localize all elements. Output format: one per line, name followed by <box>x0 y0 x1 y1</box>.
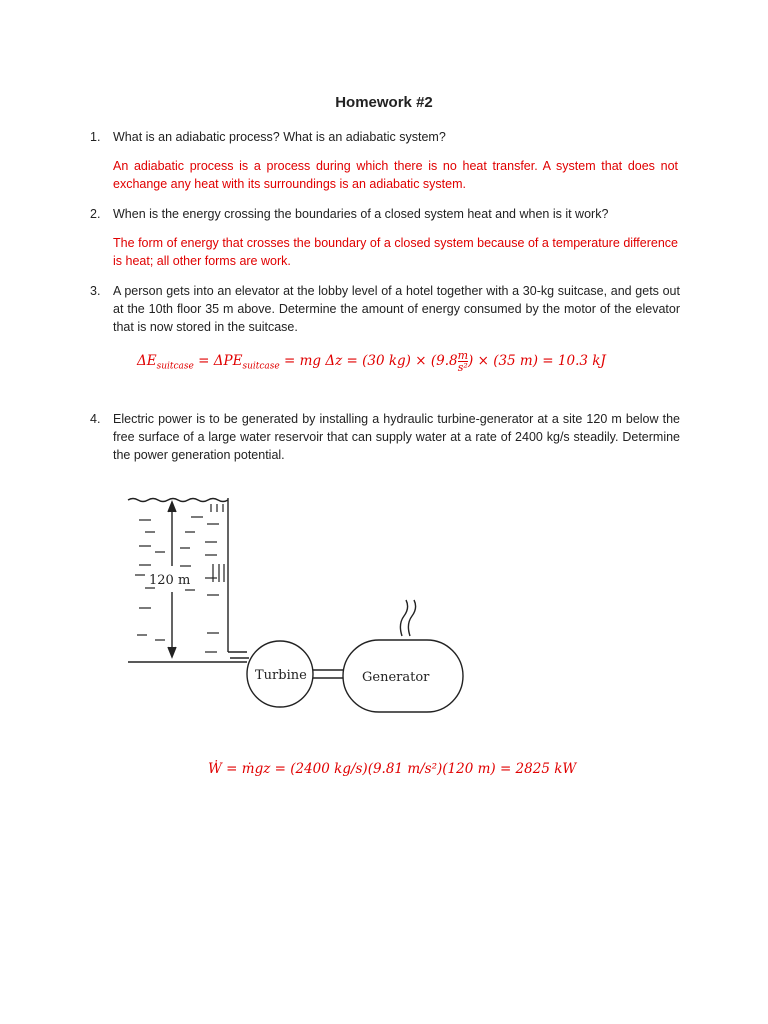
eq-rest-2: ) × (35 m) = 10.3 kJ <box>468 353 606 369</box>
height-label: 120 m <box>149 573 191 588</box>
question-number: 1. <box>90 130 101 144</box>
arrowhead-up <box>168 502 176 512</box>
water-surface <box>128 499 228 502</box>
turbine-diagram <box>125 490 475 720</box>
eq-mid-sub: suitcase <box>242 361 280 372</box>
eq-fraction <box>458 350 468 373</box>
frac-den: s² <box>457 361 468 374</box>
equation-3 <box>137 350 606 373</box>
question-text: A person gets into an elevator at the lobby level of a hotel together with a 30-kg suitcase, and gets out at the 10th floor 35 m above. Determine the amount of energy consumed by the motor of the elevator that is now stored in the suitcase. <box>113 284 680 334</box>
question-number: 2. <box>90 207 101 221</box>
question-number: 4. <box>90 412 101 426</box>
eq-lhs-sub: suitcase <box>156 361 194 372</box>
answer-2: The form of energy that crosses the boundary of a closed system because of a temperature difference is heat; all other forms are work. <box>113 236 678 268</box>
question-text: What is an adiabatic process? What is an adiabatic system? <box>113 130 446 144</box>
turbine-label: Turbine <box>255 668 307 683</box>
wall-ticks <box>211 504 224 582</box>
heat-wave-2 <box>408 600 415 636</box>
eq-mid: = ΔPE <box>198 353 243 369</box>
eq-lhs: ΔE <box>137 353 157 369</box>
eq-rest-1: = mg Δz = (30 kg) × (9.8 <box>284 353 458 369</box>
answer-1: An adiabatic process is a process during which there is no heat transfer. A system that does not exchange any heat with its surroundings is an adiabatic system. <box>113 159 678 191</box>
question-text: Electric power is to be generated by installing a hydraulic turbine-generator at a site 120 m below the free surface of a large water reservoir that can supply water at a rate of 2400 kg/s steadily. Determine the power generation potential. <box>113 412 680 462</box>
frac-num: m <box>457 349 469 362</box>
arrowhead-down <box>168 647 176 657</box>
question-number: 3. <box>90 284 101 298</box>
page-title: Homework #2 <box>335 94 433 111</box>
heat-wave-1 <box>400 600 407 636</box>
equation-4: Ẇ = ṁgz = (2400 kg/s)(9.81 m/s²)(120 m) = 2825 kW <box>208 761 577 777</box>
generator-label: Generator <box>362 670 430 685</box>
question-text: When is the energy crossing the boundaries of a closed system heat and when is it work? <box>113 207 609 221</box>
